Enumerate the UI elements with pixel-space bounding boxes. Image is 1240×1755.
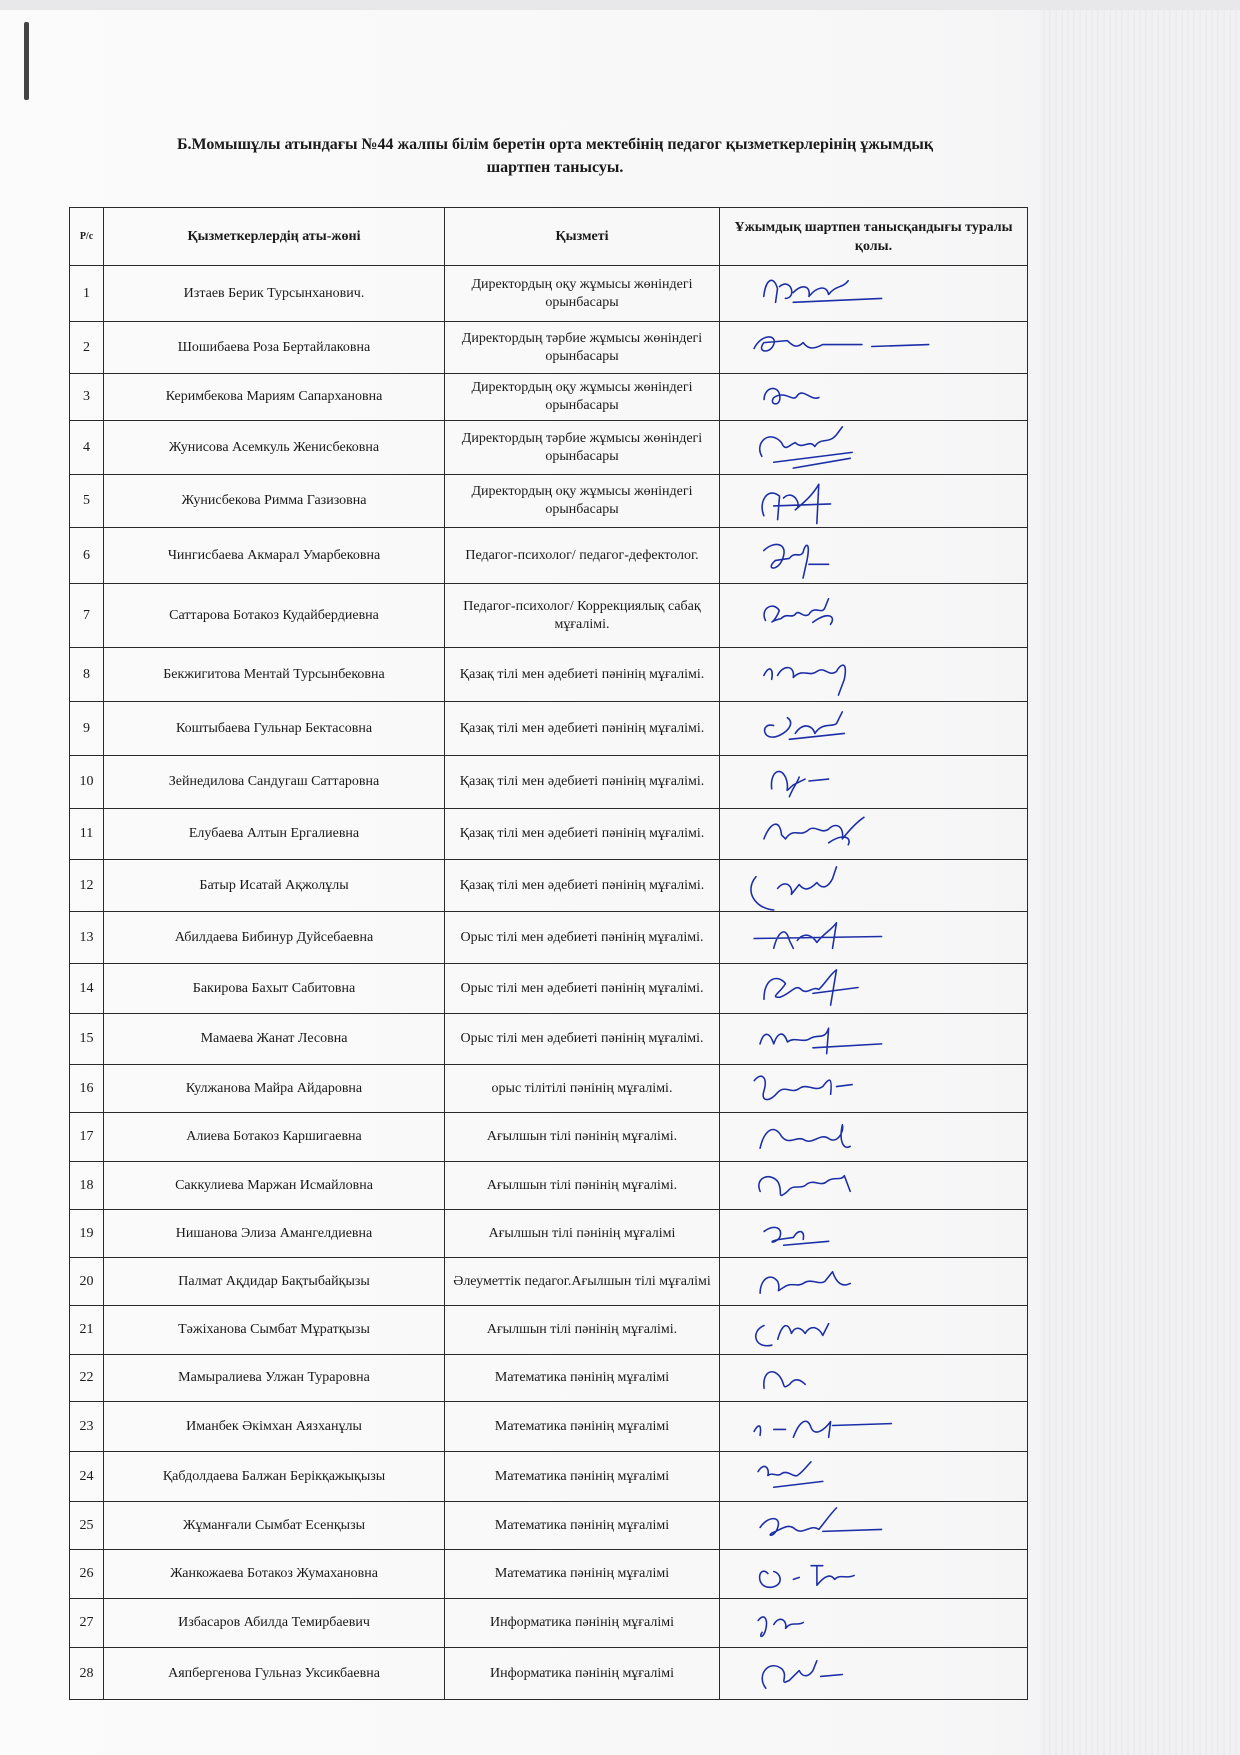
table-row: [70, 1258, 1028, 1306]
staff-position: Орыс тілі мен әдебиеті пәнінің мұғалімі.: [445, 964, 720, 1014]
handwritten-signature: [724, 1113, 996, 1161]
staff-position: Ағылшын тілі пәнінің мұғалімі: [445, 1210, 720, 1258]
handwritten-signature: [724, 1162, 996, 1209]
staff-name: Зейнедилова Сандугаш Саттаровна: [104, 756, 445, 809]
signature-cell: [720, 1502, 1028, 1550]
signature-cell: [720, 1402, 1028, 1452]
signature-cell: [720, 912, 1028, 964]
signature-cell: [720, 1065, 1028, 1113]
row-number: 1: [70, 266, 104, 322]
row-number: 8: [70, 648, 104, 702]
handwritten-signature: [724, 1599, 996, 1647]
handwritten-signature: [724, 702, 996, 755]
handwritten-signature: [724, 374, 996, 420]
handwritten-signature: [724, 421, 996, 474]
handwritten-signature: [724, 1402, 996, 1451]
table-row: [70, 1452, 1028, 1502]
staff-name: Саккулиева Маржан Исмайловна: [104, 1162, 445, 1210]
staff-name: Абилдаева Бибинур Дуйсебаевна: [104, 912, 445, 964]
signature-cell: [720, 374, 1028, 421]
signature-cell: [720, 756, 1028, 809]
row-number: 13: [70, 912, 104, 964]
signature-cell: [720, 1258, 1028, 1306]
staff-position: Педагог-психолог/ педагог-дефектолог.: [445, 528, 720, 584]
row-number: 19: [70, 1210, 104, 1258]
staff-name: Мамыралиева Улжан Тураровна: [104, 1355, 445, 1402]
staff-position: Информатика пәнінің мұғалімі: [445, 1599, 720, 1648]
staff-position: Директордың оқу жұмысы жөніндегі орынбасары: [445, 374, 720, 421]
row-number: 24: [70, 1452, 104, 1502]
scan-edge-shading: [1040, 0, 1240, 1755]
table-row: [70, 964, 1028, 1014]
staff-name: Тәжіханова Сымбат Мұратқызы: [104, 1306, 445, 1355]
table-row: [70, 702, 1028, 756]
staff-position: Қазақ тілі мен әдебиеті пәнінің мұғалімі.: [445, 756, 720, 809]
staff-name: Чингисбаева Акмарал Умарбековна: [104, 528, 445, 584]
row-number: 14: [70, 964, 104, 1014]
staff-acknowledgement-table: [69, 207, 1028, 1700]
row-number: 5: [70, 475, 104, 528]
row-number: 26: [70, 1550, 104, 1599]
handwritten-signature: [724, 1306, 996, 1354]
table-row: [70, 421, 1028, 475]
header-name: Қызметкерлердің аты-жөні: [104, 208, 445, 266]
staff-name: Иманбек Әкімхан Аязханұлы: [104, 1402, 445, 1452]
staff-position: Информатика пәнінің мұғалімі: [445, 1648, 720, 1700]
staff-name: Керимбекова Мариям Сапархановна: [104, 374, 445, 421]
row-number: 2: [70, 322, 104, 374]
table-row: [70, 475, 1028, 528]
table-row: [70, 1306, 1028, 1355]
staff-position: Математика пәнінің мұғалімі: [445, 1402, 720, 1452]
signature-cell: [720, 1452, 1028, 1502]
document-title-line-2: шартпен танысуы.: [486, 159, 624, 176]
scan-top-edge: [0, 0, 1240, 10]
handwritten-signature: [724, 1065, 996, 1112]
handwritten-signature: [724, 648, 996, 701]
table-row: [70, 584, 1028, 648]
row-number: 27: [70, 1599, 104, 1648]
staff-position: Директордың оқу жұмысы жөніндегі орынбасары: [445, 266, 720, 322]
table-row: [70, 1599, 1028, 1648]
staff-position: Математика пәнінің мұғалімі: [445, 1502, 720, 1550]
handwritten-signature: [724, 475, 996, 527]
table-row: [70, 374, 1028, 421]
staff-name: Жұманғали Сымбат Есенқызы: [104, 1502, 445, 1550]
signature-cell: [720, 1162, 1028, 1210]
handwritten-signature: [724, 756, 996, 808]
row-number: 15: [70, 1014, 104, 1065]
row-number: 21: [70, 1306, 104, 1355]
signature-cell: [720, 1355, 1028, 1402]
signature-cell: [720, 528, 1028, 584]
signature-cell: [720, 648, 1028, 702]
row-number: 20: [70, 1258, 104, 1306]
staff-position: Орыс тілі мен әдебиеті пәнінің мұғалімі.: [445, 912, 720, 964]
table-row: [70, 1162, 1028, 1210]
signature-cell: [720, 964, 1028, 1014]
signature-cell: [720, 266, 1028, 322]
staff-position: Педагог-психолог/ Коррекциялық сабақ мұғалімі.: [445, 584, 720, 648]
row-number: 28: [70, 1648, 104, 1700]
binding-mark: [24, 22, 29, 100]
staff-name: Коштыбаева Гульнар Бектасовна: [104, 702, 445, 756]
signature-cell: [720, 702, 1028, 756]
staff-name: Алиева Ботакоз Каршигаевна: [104, 1113, 445, 1162]
signature-cell: [720, 322, 1028, 374]
signature-cell: [720, 1648, 1028, 1700]
staff-name: Изтаев Берик Турсынханович.: [104, 266, 445, 322]
row-number: 10: [70, 756, 104, 809]
row-number: 6: [70, 528, 104, 584]
handwritten-signature: [724, 584, 996, 647]
staff-position: Қазақ тілі мен әдебиеті пәнінің мұғалімі.: [445, 702, 720, 756]
row-number: 16: [70, 1065, 104, 1113]
staff-position: Ағылшын тілі пәнінің мұғалімі.: [445, 1113, 720, 1162]
handwritten-signature: [724, 1014, 996, 1064]
table-row: [70, 912, 1028, 964]
row-number: 9: [70, 702, 104, 756]
signature-cell: [720, 1306, 1028, 1355]
handwritten-signature: [724, 1452, 996, 1501]
staff-name: Бекжигитова Ментай Турсынбековна: [104, 648, 445, 702]
staff-position: Қазақ тілі мен әдебиеті пәнінің мұғалімі.: [445, 648, 720, 702]
staff-position: Математика пәнінің мұғалімі: [445, 1452, 720, 1502]
staff-name: Жанкожаева Ботакоз Жумахановна: [104, 1550, 445, 1599]
header-signature: Ұжымдық шартпен танысқандығы туралы қолы.: [720, 208, 1028, 266]
staff-name: Палмат Ақдидар Бақтыбайқызы: [104, 1258, 445, 1306]
table-row: [70, 1210, 1028, 1258]
handwritten-signature: [724, 912, 996, 963]
staff-name: Мамаева Жанат Лесовна: [104, 1014, 445, 1065]
staff-position: Қазақ тілі мен әдебиеті пәнінің мұғалімі.: [445, 860, 720, 912]
handwritten-signature: [724, 1550, 996, 1598]
handwritten-signature: [724, 1210, 996, 1257]
staff-name: Аяпбергенова Гульназ Уксикбаевна: [104, 1648, 445, 1700]
row-number: 4: [70, 421, 104, 475]
staff-position: Директордың тәрбие жұмысы жөніндегі орынбасары: [445, 322, 720, 374]
table-body: [70, 266, 1028, 1700]
staff-name: Бакирова Бахыт Сабитовна: [104, 964, 445, 1014]
row-number: 3: [70, 374, 104, 421]
handwritten-signature: [724, 1502, 996, 1549]
signature-cell: [720, 584, 1028, 648]
table-row: [70, 1113, 1028, 1162]
row-number: 23: [70, 1402, 104, 1452]
row-number: 18: [70, 1162, 104, 1210]
staff-name: Елубаева Алтын Ергалиевна: [104, 809, 445, 860]
staff-position: Әлеуметтік педагог.Ағылшын тілі мұғалімі: [445, 1258, 720, 1306]
staff-name: Избасаров Абилда Темирбаевич: [104, 1599, 445, 1648]
table-header-row: [70, 208, 1028, 266]
table-row: [70, 1355, 1028, 1402]
table-row: [70, 266, 1028, 322]
handwritten-signature: [724, 266, 996, 321]
staff-position: Директордың тәрбие жұмысы жөніндегі орынбасары: [445, 421, 720, 475]
staff-position: Ағылшын тілі пәнінің мұғалімі.: [445, 1162, 720, 1210]
table-row: [70, 1502, 1028, 1550]
staff-position: орыс тілітілі пәнінің мұғалімі.: [445, 1065, 720, 1113]
handwritten-signature: [724, 860, 996, 911]
handwritten-signature: [724, 322, 996, 373]
handwritten-signature: [724, 964, 996, 1013]
staff-position: Математика пәнінің мұғалімі: [445, 1550, 720, 1599]
table-row: [70, 528, 1028, 584]
table-row: [70, 1550, 1028, 1599]
row-number: 12: [70, 860, 104, 912]
header-position: Қызметі: [445, 208, 720, 266]
signature-cell: [720, 475, 1028, 528]
signature-cell: [720, 1014, 1028, 1065]
staff-position: Орыс тілі мен әдебиеті пәнінің мұғалімі.: [445, 1014, 720, 1065]
staff-name: Саттарова Ботакоз Кудайбердиевна: [104, 584, 445, 648]
table-row: [70, 860, 1028, 912]
handwritten-signature: [724, 1648, 996, 1699]
table-row: [70, 1014, 1028, 1065]
staff-name: Жунисбекова Римма Газизовна: [104, 475, 445, 528]
header-number: Р/с: [70, 208, 104, 266]
row-number: 11: [70, 809, 104, 860]
signature-cell: [720, 1599, 1028, 1648]
document-title: [110, 133, 1000, 179]
handwritten-signature: [724, 1355, 996, 1401]
signature-cell: [720, 809, 1028, 860]
signature-cell: [720, 1210, 1028, 1258]
signature-cell: [720, 421, 1028, 475]
table-row: [70, 1065, 1028, 1113]
handwritten-signature: [724, 809, 996, 859]
table-row: [70, 756, 1028, 809]
document-title-line-1: Б.Момышұлы атындағы №44 жалпы білім беретін орта мектебінің педагог қызметкерлерінің ұжымдық: [176, 136, 934, 153]
staff-position: Ағылшын тілі пәнінің мұғалімі.: [445, 1306, 720, 1355]
signature-cell: [720, 1550, 1028, 1599]
staff-name: Жунисова Асемкуль Женисбековна: [104, 421, 445, 475]
signature-cell: [720, 860, 1028, 912]
staff-position: Директордың оқу жұмысы жөніндегі орынбасары: [445, 475, 720, 528]
row-number: 17: [70, 1113, 104, 1162]
staff-position: Қазақ тілі мен әдебиеті пәнінің мұғалімі.: [445, 809, 720, 860]
handwritten-signature: [724, 528, 996, 583]
table-row: [70, 322, 1028, 374]
table-row: [70, 1402, 1028, 1452]
table-row: [70, 809, 1028, 860]
staff-name: Нишанова Элиза Амангелдиевна: [104, 1210, 445, 1258]
staff-name: Батыр Исатай Ақжолұлы: [104, 860, 445, 912]
staff-position: Математика пәнінің мұғалімі: [445, 1355, 720, 1402]
signature-cell: [720, 1113, 1028, 1162]
table-row: [70, 648, 1028, 702]
staff-name: Қабдолдаева Балжан Берікқажықызы: [104, 1452, 445, 1502]
staff-name: Кулжанова Майра Айдаровна: [104, 1065, 445, 1113]
staff-name: Шошибаева Роза Бертайлаковна: [104, 322, 445, 374]
handwritten-signature: [724, 1258, 996, 1305]
row-number: 25: [70, 1502, 104, 1550]
table-row: [70, 1648, 1028, 1700]
row-number: 7: [70, 584, 104, 648]
row-number: 22: [70, 1355, 104, 1402]
